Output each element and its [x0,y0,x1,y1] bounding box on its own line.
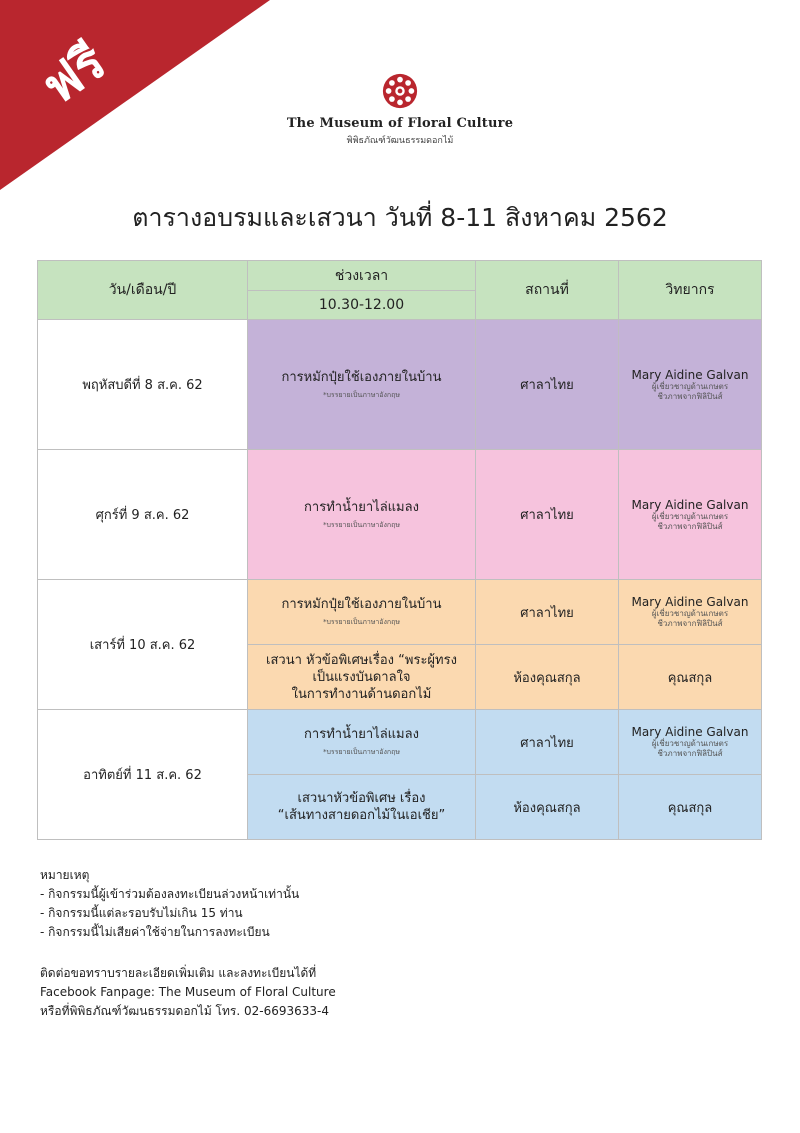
topic-cell [248,775,476,840]
speaker-cell [619,450,762,580]
speaker-name: Mary Aidine Galvan [631,725,749,739]
day-cell: พฤหัสบดีที่ 8 ส.ค. 62 [38,320,248,450]
header-time-range: 10.30-12.00 [248,291,476,320]
speaker-role: ผู้เชี่ยวชาญด้านเกษตร [651,739,729,748]
speaker-origin: ชีวภาพจากฟิลิปินส์ [657,391,723,401]
place-cell: ห้องคุณสกุล [476,775,619,840]
topic-text: การทำน้ำยาไล่แมลง [304,727,419,742]
speaker-role: ผู้เชี่ยวชาญด้านเกษตร [651,609,729,618]
place-cell: ศาลาไทย [476,320,619,450]
contact-section [40,964,336,1021]
speaker-role: ผู้เชี่ยวชาญด้านเกษตร [651,511,729,521]
topic-line: ในการทำงานด้านดอกไม้ [291,686,432,702]
logo-name-en: The Museum of Floral Culture [286,116,514,131]
topic-note: *บรรยายเป็นภาษาอังกฤษ [322,748,401,756]
speaker-name: Mary Aidine Galvan [631,497,749,512]
day-cell: เสาร์ที่ 10 ส.ค. 62 [38,580,248,710]
day-cell: อาทิตย์ที่ 11 ส.ค. 62 [38,710,248,840]
speaker-cell: คุณสกุล [619,775,762,840]
notes-item: - กิจกรรมนี้แต่ละรอบรับไม่เกิน 15 ท่าน [40,906,243,920]
header-place: สถานที่ [476,261,619,320]
flower-mandala-icon [381,72,419,110]
place-cell: ศาลาไทย [476,710,619,775]
speaker-origin: ชีวภาพจากฟิลิปินส์ [657,619,723,628]
topic-cell [248,450,476,580]
place-cell: ศาลาไทย [476,580,619,645]
contact-line: ติดต่อขอทราบรายละเอียดเพิ่มเติม และลงทะเบียนได้ที่ [40,966,317,980]
topic-text: การหมักปุ๋ยใช้เองภายในบ้าน [281,369,442,385]
contact-line: Facebook Fanpage: The Museum of Floral Culture [40,985,336,999]
topic-note: *บรรยายเป็นภาษาอังกฤษ [322,390,401,399]
speaker-name: Mary Aidine Galvan [631,367,749,382]
topic-text: การทำน้ำยาไล่แมลง [304,499,419,515]
topic-text: การหมักปุ๋ยใช้เองภายในบ้าน [281,597,442,612]
contact-line: หรือที่พิพิธภัณฑ์วัฒนธรรมดอกไม้ โทร. 02-6693633-4 [40,1004,329,1018]
museum-logo [0,72,800,147]
place-cell: ห้องคุณสกุล [476,645,619,710]
table-row [38,320,762,450]
table-row [38,450,762,580]
topic-line: เป็นแรงบันดาลใจ [312,669,411,685]
header-speaker: วิทยากร [619,261,762,320]
notes-section [40,866,299,942]
speaker-origin: ชีวภาพจากฟิลิปินส์ [657,521,723,531]
speaker-cell: คุณสกุล [619,645,762,710]
topic-line: เสวนา หัวข้อพิเศษเรื่อง “พระผู้ทรง [266,652,457,668]
topic-cell [248,645,476,710]
table-row [38,580,762,645]
place-cell: ศาลาไทย [476,450,619,580]
speaker-name: Mary Aidine Galvan [631,595,749,609]
logo-name-th: พิพิธภัณฑ์วัฒนธรรมดอกไม้ [346,136,454,146]
day-cell: ศุกร์ที่ 9 ส.ค. 62 [38,450,248,580]
topic-cell [248,580,476,645]
header-time: ช่วงเวลา [248,261,476,291]
topic-cell [248,710,476,775]
topic-line: “เส้นทางสายดอกไม้ในเอเชีย” [277,808,446,823]
topic-line: เสวนาหัวข้อพิเศษ เรื่อง [297,791,426,806]
speaker-cell [619,580,762,645]
header-date: วัน/เดือน/ปี [38,261,248,320]
topic-cell [248,320,476,450]
free-badge-text: ฟรี [31,32,117,116]
page-title: ตารางอบรมและเสวนา วันที่ 8-11 สิงหาคม 2562 [132,203,668,232]
notes-item: - กิจกรรมนี้ไม่เสียค่าใช้จ่ายในการลงทะเบียน [40,925,270,939]
topic-note: *บรรยายเป็นภาษาอังกฤษ [322,520,401,529]
speaker-origin: ชีวภาพจากฟิลิปินส์ [657,749,723,758]
table-row [38,710,762,775]
notes-heading: หมายเหตุ [40,868,90,882]
speaker-cell [619,320,762,450]
topic-note: *บรรยายเป็นภาษาอังกฤษ [322,618,401,626]
schedule-table [37,260,762,840]
speaker-role: ผู้เชี่ยวชาญด้านเกษตร [651,381,729,391]
notes-item: - กิจกรรมนี้ผู้เข้าร่วมต้องลงทะเบียนล่วงหน้าเท่านั้น [40,887,300,901]
speaker-cell [619,710,762,775]
